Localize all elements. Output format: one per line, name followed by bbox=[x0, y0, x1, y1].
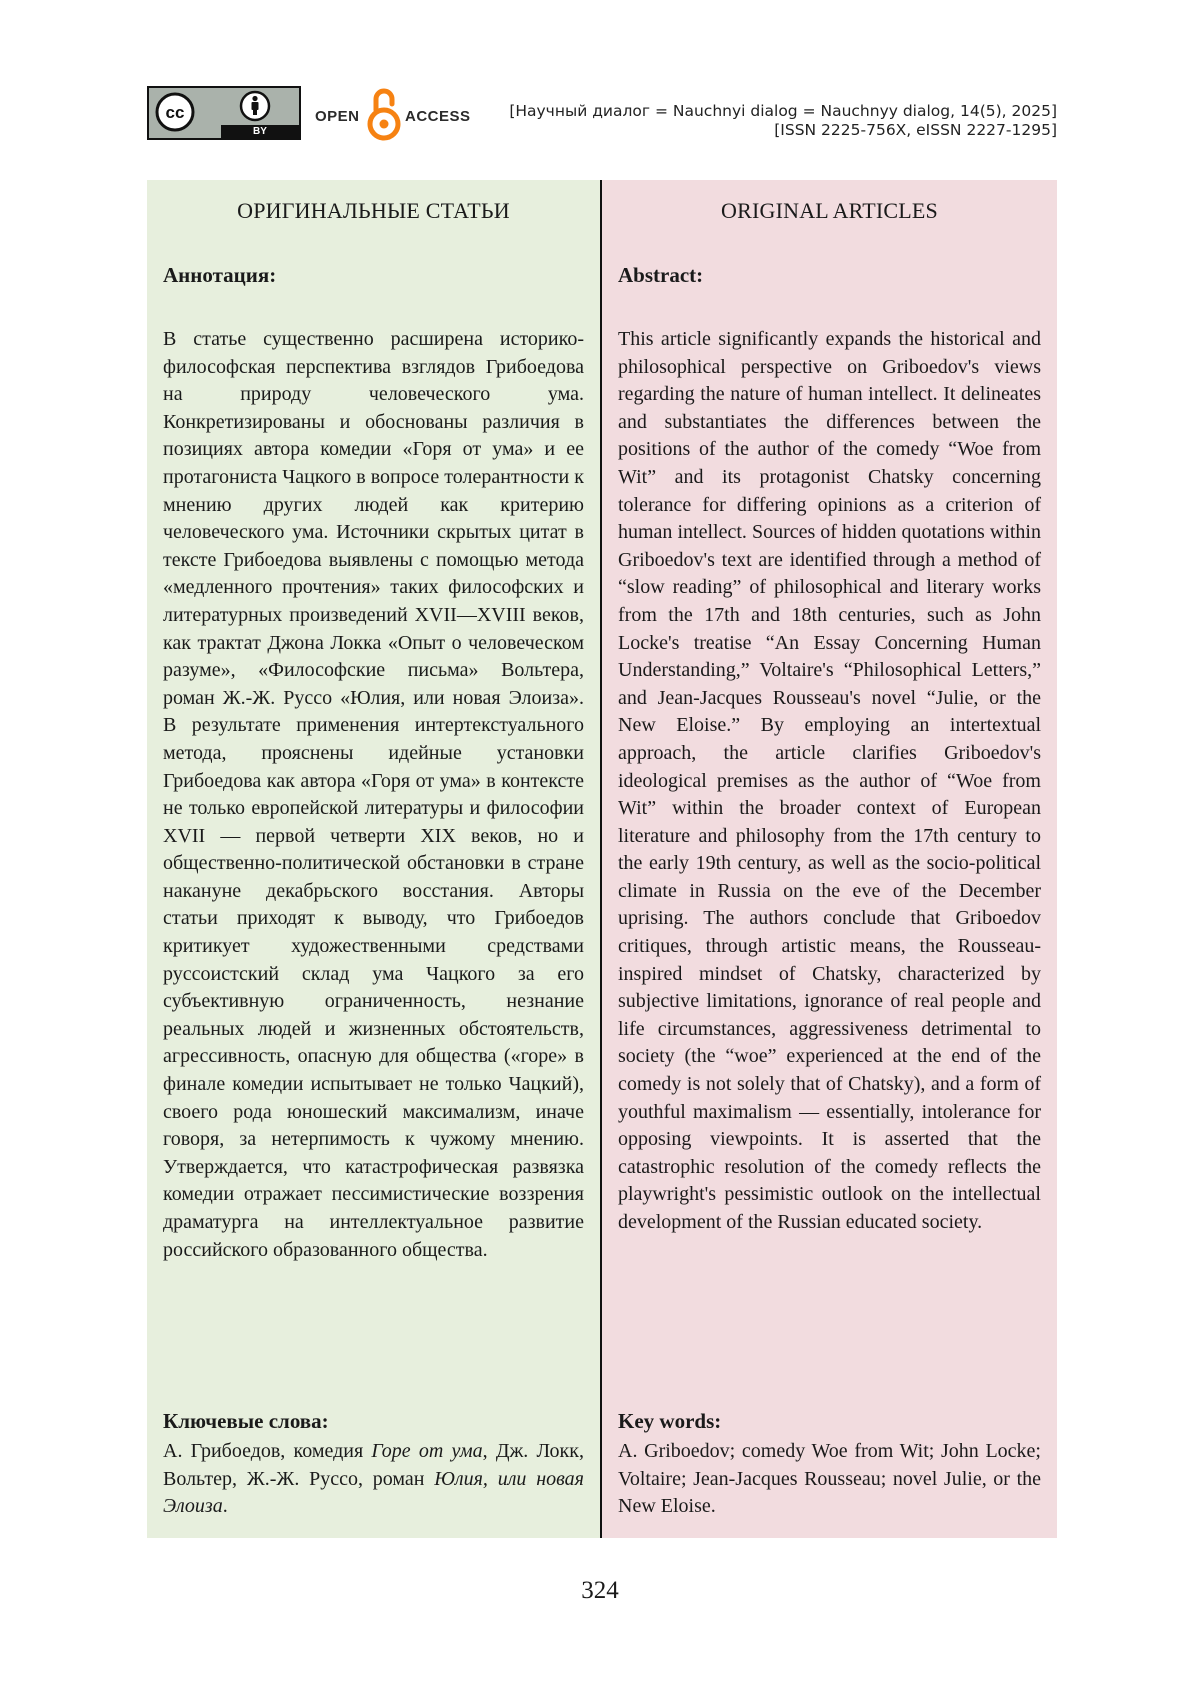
keywords-segment: , Дж. Локк, Вольтер, Ж.-Ж. Руссо, роман bbox=[163, 1440, 584, 1490]
russian-section-heading: ОРИГИНАЛЬНЫЕ СТАТЬИ bbox=[237, 198, 510, 223]
english-abstract-text: This article significantly expands the historical and philosophical perspective on Griboedov's views regarding the nature of human intellect. It delineates and substantiates the differences between the positions of the author of the comedy “Woe from Wit” and its protagonist Chatsky concerning tolerance for differing opinions as a criterion of human intellect. Sources of hidden quotations within Griboedov's text are identified through a method of “slow reading” of philosophical and literary works from the 17th and 18th centuries, such as John Locke's treatise “An Essay Concerning Human Understanding,” Voltaire's “Philosophical Letters,” and Jean-Jacques Rousseau's novel “Julie, or the New Eloise.” By employing an intertextual approach, the article clarifies Griboedov's ideological premises as the author of “Woe from Wit” within the broader context of European literature and philosophy from the 17th century to the early 19th century, as well as the socio-political climate in Russia on the eve of the December uprising. The authors conclude that Griboedov critiques, through artistic means, the Rousseau-inspired mindset of Chatsky, characterized by subjective limitations, ignorance of real people and life circumstances, aggressiveness detrimental to society (the “woe” experienced at the end of the comedy is not solely that of Chatsky), and a form of youthful maximalism — essentially, intolerance for opposing viewpoints. It is asserted that the catastrophic resolution of the comedy reflects the playwright's pessimistic outlook on the intellectual development of the Russian educated society. bbox=[618, 328, 1041, 1233]
attribution-icon bbox=[239, 90, 271, 122]
english-section-heading: ORIGINAL ARTICLES bbox=[721, 198, 938, 223]
open-access-lock-icon bbox=[367, 86, 401, 142]
russian-keywords-label: Ключевые слова: bbox=[163, 1409, 329, 1433]
english-abstract-label: Abstract: bbox=[618, 263, 704, 287]
keywords-segment: . bbox=[222, 1495, 228, 1518]
journal-reference bbox=[509, 102, 1057, 140]
journal-citation: [Научный диалог = Nauchnyi dialog = Nauchnyy dialog, 14(5), 2025] bbox=[509, 102, 1057, 120]
open-access-label-left: OPEN bbox=[315, 108, 360, 125]
bilingual-abstract-table bbox=[147, 180, 1057, 1538]
page-number: 324 bbox=[581, 1577, 619, 1604]
english-keywords-block bbox=[618, 1408, 1041, 1521]
russian-abstract-text: В статье существенно расширена историко-философская перспектива взглядов Грибоедова на природу человеческого ума. Конкретизированы и обоснованы различия в позициях автора комедии «Горя от ума» и ее протагониста Чацкого в вопросе толерантности к мнению других людей как критерию человеческого ума. Источники скрытых цитат в тексте Грибоедова выявлены с помощью метода «медленного прочтения» таких философских и литературных произведений XVII—XVIII веков, как трактат Джона Локка «Опыт о человеческом разуме», «Философские письма» Вольтера, роман Ж.-Ж. Руссо «Юлия, или новая Элоиза». В результате применения интертекстуального метода, прояснены идейные установки Грибоедова как автора «Горя от ума» в контексте не только европейской литературы и философии XVII — первой четверти XIX веков, но и общественно-политической обстановки в стране накануне декабрьского восстания. Авторы статьи приходят к выводу, что Грибоедов критикует художественными средствами руссоистский склад ума Чацкого за его субъективную ограниченность, незнание реальных людей и жизненных обстоятельств, агрессивность, опасную для общества («горе» в финале комедии испытывает не только Чацкий), своего рода юношеский максимализм, иначе говоря, за нетерпимость к чужому мнению. Утверждается, что катастрофическая развязка комедии отражает пессимистические воззрения драматурга на интеллектуальное развитие российского образованного общества. bbox=[163, 328, 584, 1261]
russian-column bbox=[147, 180, 602, 1538]
open-access-label-right: ACCESS bbox=[405, 108, 471, 125]
english-column bbox=[602, 180, 1057, 1538]
page-header bbox=[147, 86, 1057, 142]
cc-by-license-badge[interactable] bbox=[147, 86, 301, 140]
svg-text:cc: cc bbox=[165, 103, 185, 122]
keywords-italic-title: Юлия, или новая Элоиза bbox=[163, 1467, 584, 1518]
open-access-logo[interactable] bbox=[315, 86, 471, 142]
russian-keywords-text bbox=[163, 1438, 584, 1521]
license-type-label: BY bbox=[221, 125, 299, 138]
creative-commons-icon bbox=[155, 92, 195, 132]
keywords-segment: А. Грибоедов, комедия bbox=[163, 1440, 372, 1462]
keywords-italic-title: Горе от ума bbox=[371, 1440, 483, 1462]
english-keywords-text: A. Griboedov; comedy Woe from Wit; John Locke; Voltaire; Jean-Jacques Rousseau; novel Julie, or the New Eloise. bbox=[618, 1440, 1041, 1518]
russian-keywords-block bbox=[163, 1408, 584, 1521]
russian-abstract-label: Аннотация: bbox=[163, 263, 277, 287]
english-keywords-label: Key words: bbox=[618, 1409, 722, 1433]
issn-line: [ISSN 2225-756X, eISSN 2227-1295] bbox=[774, 121, 1057, 139]
